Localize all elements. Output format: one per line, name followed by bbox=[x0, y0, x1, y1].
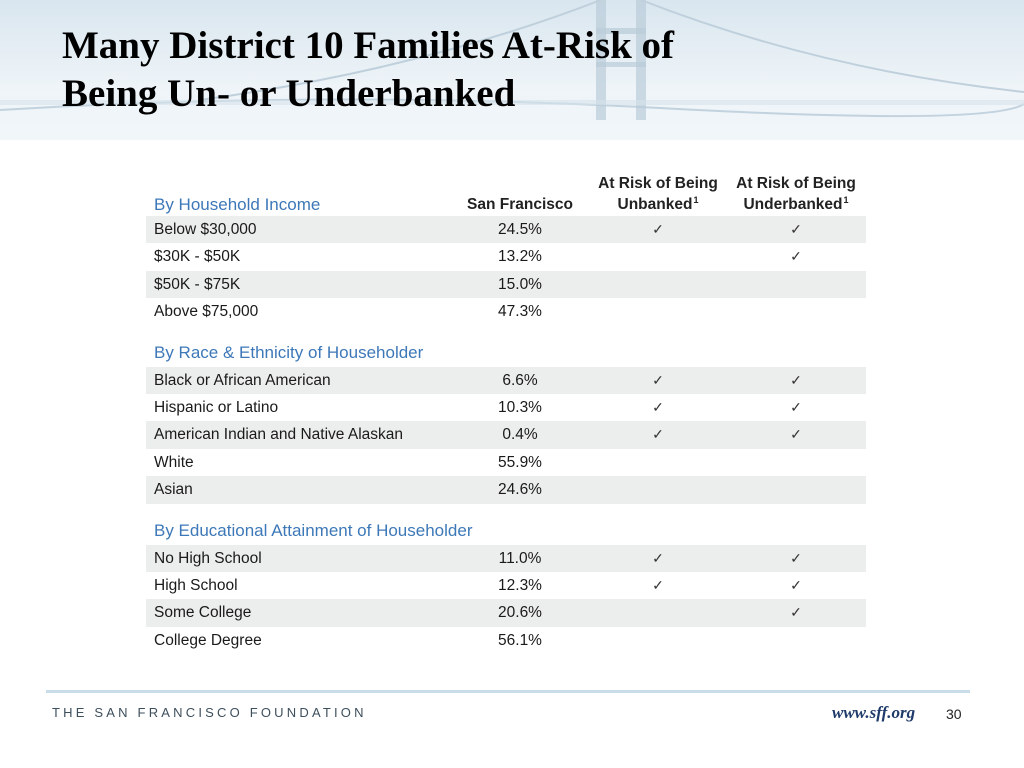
footnote-mark: 1 bbox=[693, 194, 699, 205]
table-row bbox=[146, 627, 866, 654]
row-label: Asian bbox=[154, 481, 193, 499]
table-row bbox=[146, 367, 866, 394]
row-label: Above $75,000 bbox=[154, 303, 259, 321]
unbanked-check-icon: ✓ bbox=[652, 576, 664, 593]
table-column-headers bbox=[146, 170, 866, 216]
column-header-unbanked-line1: At Risk of Being bbox=[598, 175, 718, 192]
table-body bbox=[146, 216, 866, 654]
table-row bbox=[146, 271, 866, 298]
slide-title-line2: Being Un- or Underbanked bbox=[62, 72, 516, 115]
row-value: 20.6% bbox=[498, 604, 542, 622]
slide-title bbox=[62, 22, 822, 118]
column-header-san-francisco: San Francisco bbox=[467, 196, 573, 213]
unbanked-check-icon: ✓ bbox=[652, 426, 664, 443]
row-value: 10.3% bbox=[498, 398, 542, 416]
data-table bbox=[146, 170, 866, 654]
row-value: 56.1% bbox=[498, 631, 542, 649]
table-row bbox=[146, 545, 866, 572]
section-gap bbox=[146, 504, 866, 517]
table-row bbox=[146, 394, 866, 421]
underbanked-check-icon: ✓ bbox=[790, 248, 802, 265]
row-value: 6.6% bbox=[502, 371, 538, 389]
section-title: By Household Income bbox=[154, 195, 321, 214]
underbanked-check-icon: ✓ bbox=[790, 426, 802, 443]
row-value: 12.3% bbox=[498, 576, 542, 594]
underbanked-check-icon: ✓ bbox=[790, 604, 802, 621]
underbanked-check-icon: ✓ bbox=[790, 398, 802, 415]
row-label: Hispanic or Latino bbox=[154, 398, 279, 416]
section-title: By Race & Ethnicity of Householder bbox=[154, 342, 424, 362]
table-row bbox=[146, 216, 866, 243]
row-value: 24.5% bbox=[498, 221, 542, 238]
column-header-underbanked bbox=[728, 173, 864, 215]
row-label: College Degree bbox=[154, 631, 262, 649]
row-label: Some College bbox=[154, 604, 252, 622]
footnote-mark: 1 bbox=[843, 194, 849, 205]
column-header-underbanked-line1: At Risk of Being bbox=[736, 175, 856, 192]
table-row bbox=[146, 599, 866, 626]
underbanked-check-icon: ✓ bbox=[790, 371, 802, 388]
unbanked-check-icon: ✓ bbox=[652, 549, 664, 566]
column-header-unbanked bbox=[590, 173, 726, 215]
underbanked-check-icon: ✓ bbox=[790, 576, 802, 593]
row-label: White bbox=[154, 453, 194, 471]
underbanked-check-icon: ✓ bbox=[790, 221, 802, 237]
slide-title-line1: Many District 10 Families At-Risk of bbox=[62, 24, 675, 67]
row-label: Below $30,000 bbox=[154, 221, 257, 238]
table-row bbox=[146, 243, 866, 270]
table-row bbox=[146, 298, 866, 325]
row-value: 55.9% bbox=[498, 453, 542, 471]
page-number: 30 bbox=[946, 706, 962, 722]
row-value: 15.0% bbox=[498, 275, 542, 293]
underbanked-check-icon: ✓ bbox=[790, 549, 802, 566]
row-label: American Indian and Native Alaskan bbox=[154, 426, 404, 444]
column-header-unbanked-line2: Unbanked bbox=[617, 196, 693, 213]
table-row bbox=[146, 572, 866, 599]
footer-url-link[interactable]: www.sff.org bbox=[832, 703, 916, 722]
row-label: High School bbox=[154, 576, 238, 594]
row-label: $50K - $75K bbox=[154, 275, 241, 293]
row-label: No High School bbox=[154, 549, 262, 567]
row-label: $30K - $50K bbox=[154, 248, 241, 266]
section-title: By Educational Attainment of Householder bbox=[154, 520, 473, 540]
row-value: 0.4% bbox=[502, 426, 538, 444]
row-value: 24.6% bbox=[498, 481, 542, 499]
row-value: 47.3% bbox=[498, 303, 542, 321]
row-value: 11.0% bbox=[498, 549, 542, 567]
table-row bbox=[146, 421, 866, 448]
footer-organization: THE SAN FRANCISCO FOUNDATION bbox=[52, 705, 367, 720]
section-gap bbox=[146, 326, 866, 339]
unbanked-check-icon: ✓ bbox=[652, 398, 664, 415]
table-row bbox=[146, 476, 866, 503]
table-row bbox=[146, 449, 866, 476]
footer-divider bbox=[46, 690, 970, 693]
unbanked-check-icon: ✓ bbox=[652, 221, 664, 237]
row-label: Black or African American bbox=[154, 371, 331, 389]
unbanked-check-icon: ✓ bbox=[652, 371, 664, 388]
row-value: 13.2% bbox=[498, 248, 542, 266]
column-header-underbanked-line2: Underbanked bbox=[743, 196, 843, 213]
